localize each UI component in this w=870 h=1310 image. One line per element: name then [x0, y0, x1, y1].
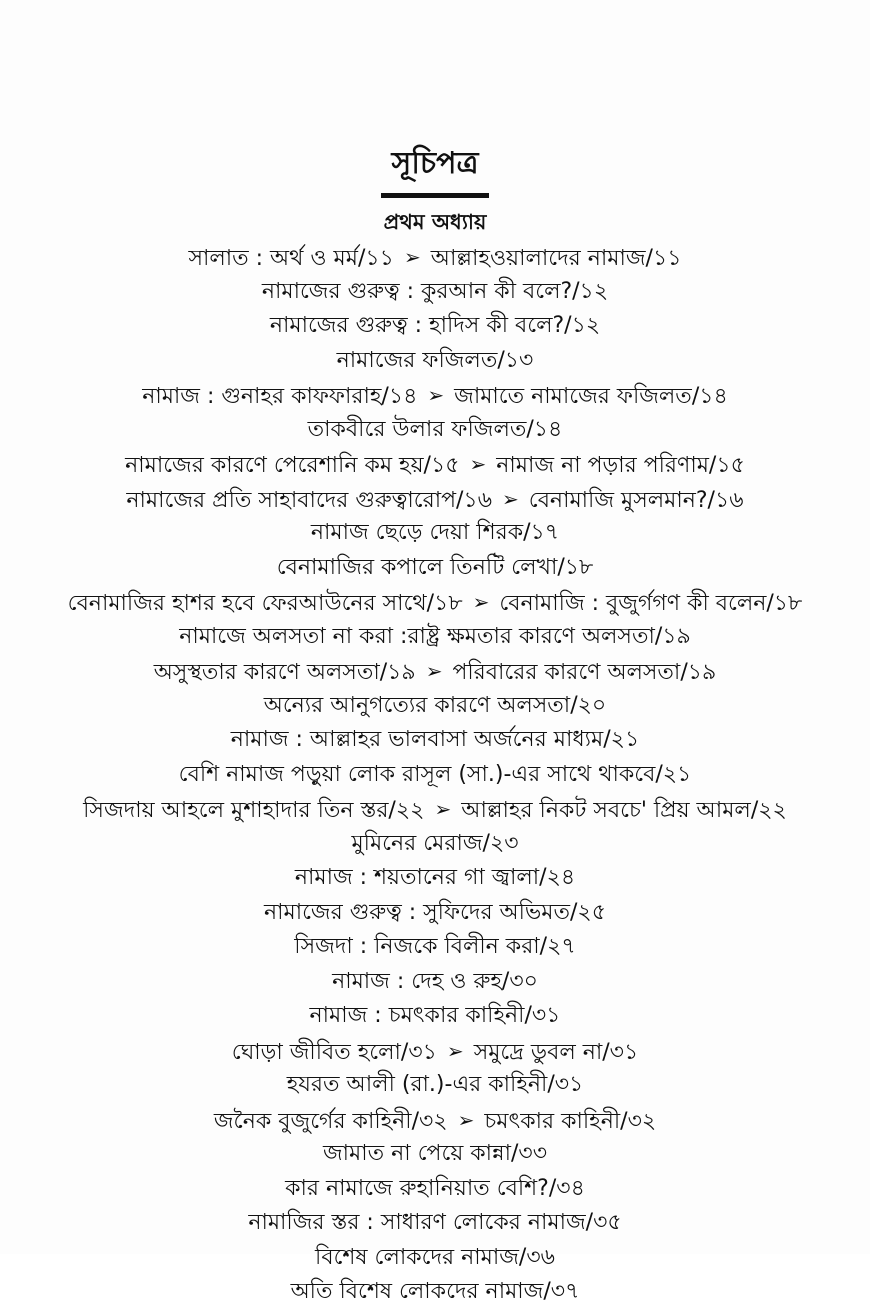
toc-entry: সিজদায় আহলে মুশাহাদার তিন স্তর/২২ — [83, 798, 425, 823]
toc-entry: পরিবারের কারণে অলসতা/১৯ — [452, 660, 717, 685]
toc-entry: জনৈক বুজুর্গের কাহিনী/৩২ — [213, 1108, 448, 1134]
toc-entry: কার নামাজে রুহানিয়াত বেশি?/৩৪ — [285, 1175, 585, 1201]
toc-row — [0, 482, 870, 517]
toc-entry: নামাজের কারণে পেরেশানি কম হয়/১৫ — [125, 453, 460, 478]
title-underline — [381, 193, 489, 198]
toc-entry: বেশি নামাজ পড়ুয়া লোক রাসূল (সা.)-এর সাথে থাকবে/২১ — [178, 761, 692, 787]
toc-row — [0, 516, 870, 551]
toc-row — [0, 896, 870, 931]
toc-entry: সালাত : অর্থ ও মর্ম/১১ — [188, 246, 394, 271]
toc-entry: অসুস্থতার কারণে অলসতা/১৯ — [153, 660, 416, 685]
toc-entry: বেনামাজি : বুজুর্গগণ কী বলেন/১৮ — [499, 591, 803, 616]
toc-entry: নামাজ : চমৎকার কাহিনী/৩১ — [309, 1003, 561, 1028]
toc-entry: জামাত না পেয়ে কান্না/৩৩ — [322, 1141, 548, 1166]
toc-entry: নামাজে অলসতা না করা :রাষ্ট্র ক্ষমতার কারণে অলসতা/১৯ — [179, 623, 691, 649]
toc-row — [0, 758, 870, 793]
toc-entry: সিজদা : নিজকে বিলীন করা/২৭ — [294, 934, 576, 959]
toc-row — [0, 309, 870, 344]
toc-entry: নামাজ : দেহ ও রুহ/৩০ — [332, 968, 538, 994]
toc-entry: চমৎকার কাহিনী/৩২ — [484, 1108, 657, 1134]
toc-entry: নামাজের প্রতি সাহাবাদের গুরুত্বারোপ/১৬ — [126, 487, 492, 513]
arrowhead-right-icon: ➢ — [502, 486, 519, 511]
toc-entry: নামাজের গুরুত্ব : হাদিস কী বলে?/১২ — [269, 313, 601, 338]
toc-row — [0, 585, 870, 620]
toc-entry: নামাজের ফজিলত/১৩ — [336, 347, 534, 373]
toc-row — [0, 1275, 870, 1310]
arrowhead-right-icon: ➢ — [403, 245, 421, 269]
arrowhead-right-icon: ➢ — [457, 1107, 475, 1132]
toc-row — [0, 551, 870, 586]
toc-entry: নামাজ : গুনাহর কাফফারাহ/১৪ — [142, 384, 418, 409]
toc-entry: জামাতে নামাজের ফজিলত/১৪ — [454, 384, 728, 409]
arrowhead-right-icon: ➢ — [434, 797, 452, 821]
toc-row — [0, 240, 870, 275]
toc-row — [0, 930, 870, 965]
arrowhead-right-icon: ➢ — [425, 659, 443, 683]
toc-row — [0, 723, 870, 758]
toc-entry: আল্লাহর নিকট সবচে' প্রিয় আমল/২২ — [461, 798, 787, 823]
toc-entry: সমুদ্রে ডুবল না/৩১ — [473, 1039, 639, 1065]
arrowhead-right-icon: ➢ — [446, 1038, 464, 1063]
toc-entry: ঘোড়া জীবিত হলো/৩১ — [231, 1039, 437, 1065]
toc-row — [0, 1103, 870, 1138]
toc-row — [0, 792, 870, 827]
page-title: সূচিপত্র — [391, 146, 479, 181]
toc-row — [0, 1034, 870, 1069]
toc-entry: বেনামাজি মুসলমান?/১৬ — [528, 487, 744, 513]
toc-row — [0, 378, 870, 413]
chapter-heading: প্রথম অধ্যায় — [383, 210, 487, 234]
toc-row — [0, 1068, 870, 1103]
arrowhead-right-icon: ➢ — [472, 590, 490, 614]
toc-entry: নামাজ : শয়তানের গা জ্বালা/২৪ — [294, 865, 576, 890]
toc-entry: নামাজের গুরুত্ব : সুফিদের অভিমত/২৫ — [263, 899, 606, 925]
toc-entry: হযরত আলী (রা.)-এর কাহিনী/৩১ — [286, 1072, 584, 1097]
toc-entry: তাকবীরে উলার ফজিলত/১৪ — [307, 416, 563, 442]
toc-row — [0, 861, 870, 896]
toc-entry: আল্লাহওয়ালাদের নামাজ/১১ — [430, 246, 682, 271]
toc-row — [0, 413, 870, 448]
toc-row — [0, 275, 870, 310]
toc-row — [0, 1206, 870, 1241]
table-of-contents — [0, 240, 870, 1310]
toc-entry: নামাজ না পড়ার পরিণাম/১৫ — [496, 453, 745, 478]
toc-row — [0, 999, 870, 1034]
toc-row — [0, 1172, 870, 1207]
toc-row — [0, 1241, 870, 1276]
toc-row — [0, 344, 870, 379]
arrowhead-right-icon: ➢ — [469, 452, 487, 476]
toc-entry: নামাজির স্তর : সাধারণ লোকের নামাজ/৩৫ — [248, 1210, 622, 1235]
arrowhead-right-icon: ➢ — [427, 383, 445, 407]
toc-entry: নামাজ : আল্লাহর ভালবাসা অর্জনের মাধ্যম/২১ — [230, 727, 640, 752]
toc-entry: অন্যের আনুগত্যের কারণে অলসতা/২০ — [263, 692, 607, 718]
toc-entry: অতি বিশেষ লোকদের নামাজ/৩৭ — [290, 1279, 580, 1304]
toc-row — [0, 654, 870, 689]
toc-row — [0, 965, 870, 1000]
toc-row — [0, 447, 870, 482]
toc-entry: নামাজ ছেড়ে দেয়া শিরক/১৭ — [310, 520, 560, 545]
toc-row — [0, 689, 870, 724]
toc-row — [0, 1137, 870, 1172]
toc-row — [0, 827, 870, 862]
toc-entry: বেনামাজির কপালে তিনটি লেখা/১৮ — [276, 554, 594, 580]
toc-entry: নামাজের গুরুত্ব : কুরআন কী বলে?/১২ — [261, 278, 609, 304]
toc-entry: মুমিনের মেরাজ/২৩ — [351, 830, 519, 856]
toc-row — [0, 620, 870, 655]
toc-entry: বিশেষ লোকদের নামাজ/৩৬ — [315, 1244, 555, 1270]
toc-entry: বেনামাজির হাশর হবে ফেরআউনের সাথে/১৮ — [67, 591, 463, 616]
